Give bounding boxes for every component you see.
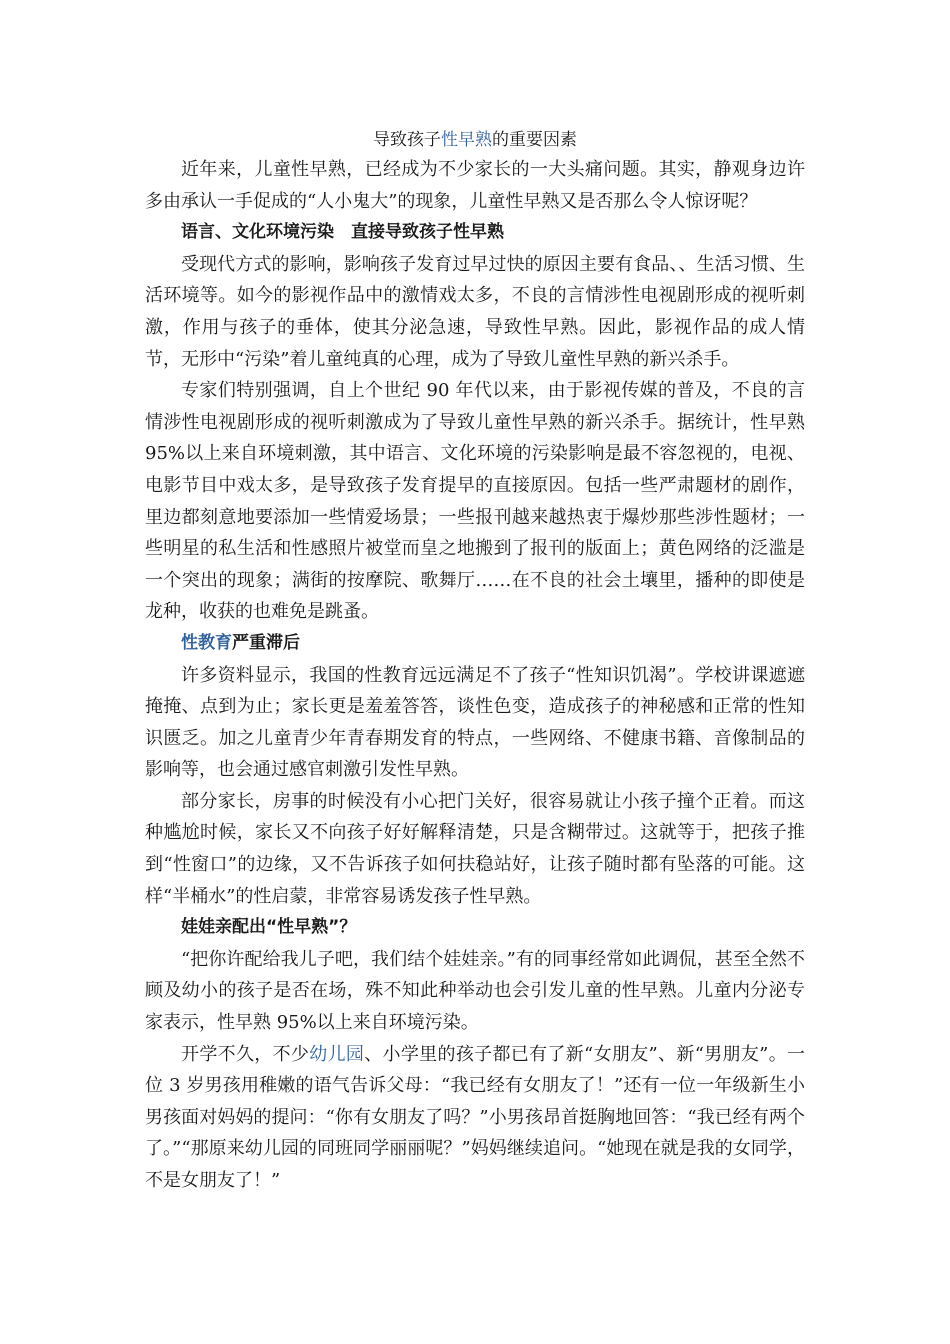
paragraph-5: “把你许配给我儿子吧，我们结个娃娃亲。”有的同事经常如此调侃，甚至全然不顾及幼小的孩子是否在场，殊不知此种举动也会引发儿童的性早熟。儿童内分泌专家表示，性早熟 95%以上来自环境污染。 bbox=[145, 948, 805, 1034]
paragraph-6-suffix: 、小学里的孩子都已有了新“女朋友”、新“男朋友”。一位 3 岁男孩用稚嫩的语气告诉父母：“我已经有女朋友了！”还有一位一年级新生小男孩面对妈妈的提问：“你有女朋友了吗？”小男孩昂首挺胸地回答：“我已经有两个了。”“那原来幼儿园的同班同学丽丽呢？”妈妈继续追问。“她现在就是我的女同学，不是女朋友了！” bbox=[145, 1043, 806, 1191]
title-prefix: 导致孩子 bbox=[373, 130, 441, 150]
paragraph-6 bbox=[145, 1039, 805, 1197]
intro-paragraph: 近年来，儿童性早熟，已经成为不少家长的一大头痛问题。其实，静观身边许多由承认一手促成的“人小鬼大”的现象，儿童性早熟又是否那么令人惊讶呢？ bbox=[145, 159, 805, 212]
section-heading-2 bbox=[145, 628, 805, 660]
paragraph-6-prefix: 开学不久，不少 bbox=[181, 1043, 310, 1065]
document-page bbox=[145, 126, 805, 1197]
title-suffix: 的重要因素 bbox=[492, 130, 577, 150]
paragraph-2: 专家们特别强调，自上个世纪 90 年代以来，由于影视传媒的普及，不良的言情涉性电视剧形成的视听刺激成为了导致儿童性早熟的新兴杀手。据统计，性早熟 95%以上来自环境刺激，其中语言、文化环境的污染影响是最不容忽视的，电视、电影节目中戏太多，是导致孩子发育提早的直接原因。包括一些严肃题材的剧作，里边都刻意地要添加一些情爱场景；一些报刊越来越热衷于爆炒那些涉性题材；一些明星的私生活和性感照片被堂而皇之地搬到了报刊的版面上；黄色网络的泛滥是一个突出的现象；满街的按摩院、歌舞厅……在不良的社会土壤里，播种的即使是龙种，收获的也难免是跳蚤。 bbox=[145, 380, 805, 623]
document-title bbox=[145, 126, 805, 154]
paragraph-3: 许多资料显示，我国的性教育远远满足不了孩子“性知识饥渴”。学校讲课遮遮掩掩、点到为止；家长更是羞羞答答，谈性色变，造成孩子的神秘感和正常的性知识匮乏。加之儿童青少年青春期发育的特点，一些网络、不健康书籍、音像制品的影响等，也会通过感官刺激引发性早熟。 bbox=[145, 664, 805, 781]
paragraph-1: 受现代方式的影响，影响孩子发育过早过快的原因主要有食品、、生活习惯、生活环境等。如今的影视作品中的激情戏太多，不良的言情涉性电视剧形成的视听刺激，作用与孩子的垂体，使其分泌急速，导致性早熟。因此，影视作品的成人情节，无形中“污染”着儿童纯真的心理，成为了导致儿童性早熟的新兴杀手。 bbox=[145, 253, 805, 370]
kindergarten-link[interactable]: 幼儿园 bbox=[309, 1043, 365, 1065]
section-heading-3: 娃娃亲配出“性早熟”？ bbox=[181, 917, 357, 938]
title-keyword-link[interactable]: 性早熟 bbox=[441, 130, 492, 150]
paragraph-4: 部分家长，房事的时候没有小心把门关好，很容易就让小孩子撞个正着。而这种尴尬时候，家长又不向孩子好好解释清楚，只是含糊带过。这就等于，把孩子推到“性窗口”的边缘，又不告诉孩子如何扶稳站好，让孩子随时都有坠落的可能。这样“半桶水”的性启蒙，非常容易诱发孩子性早熟。 bbox=[145, 790, 805, 907]
section-heading-1: 语言、文化环境污染 直接导致孩子性早熟 bbox=[181, 222, 504, 243]
heading-2-suffix: 严重滞后 bbox=[232, 632, 300, 653]
heading-keyword-link[interactable]: 性教育 bbox=[181, 632, 232, 653]
